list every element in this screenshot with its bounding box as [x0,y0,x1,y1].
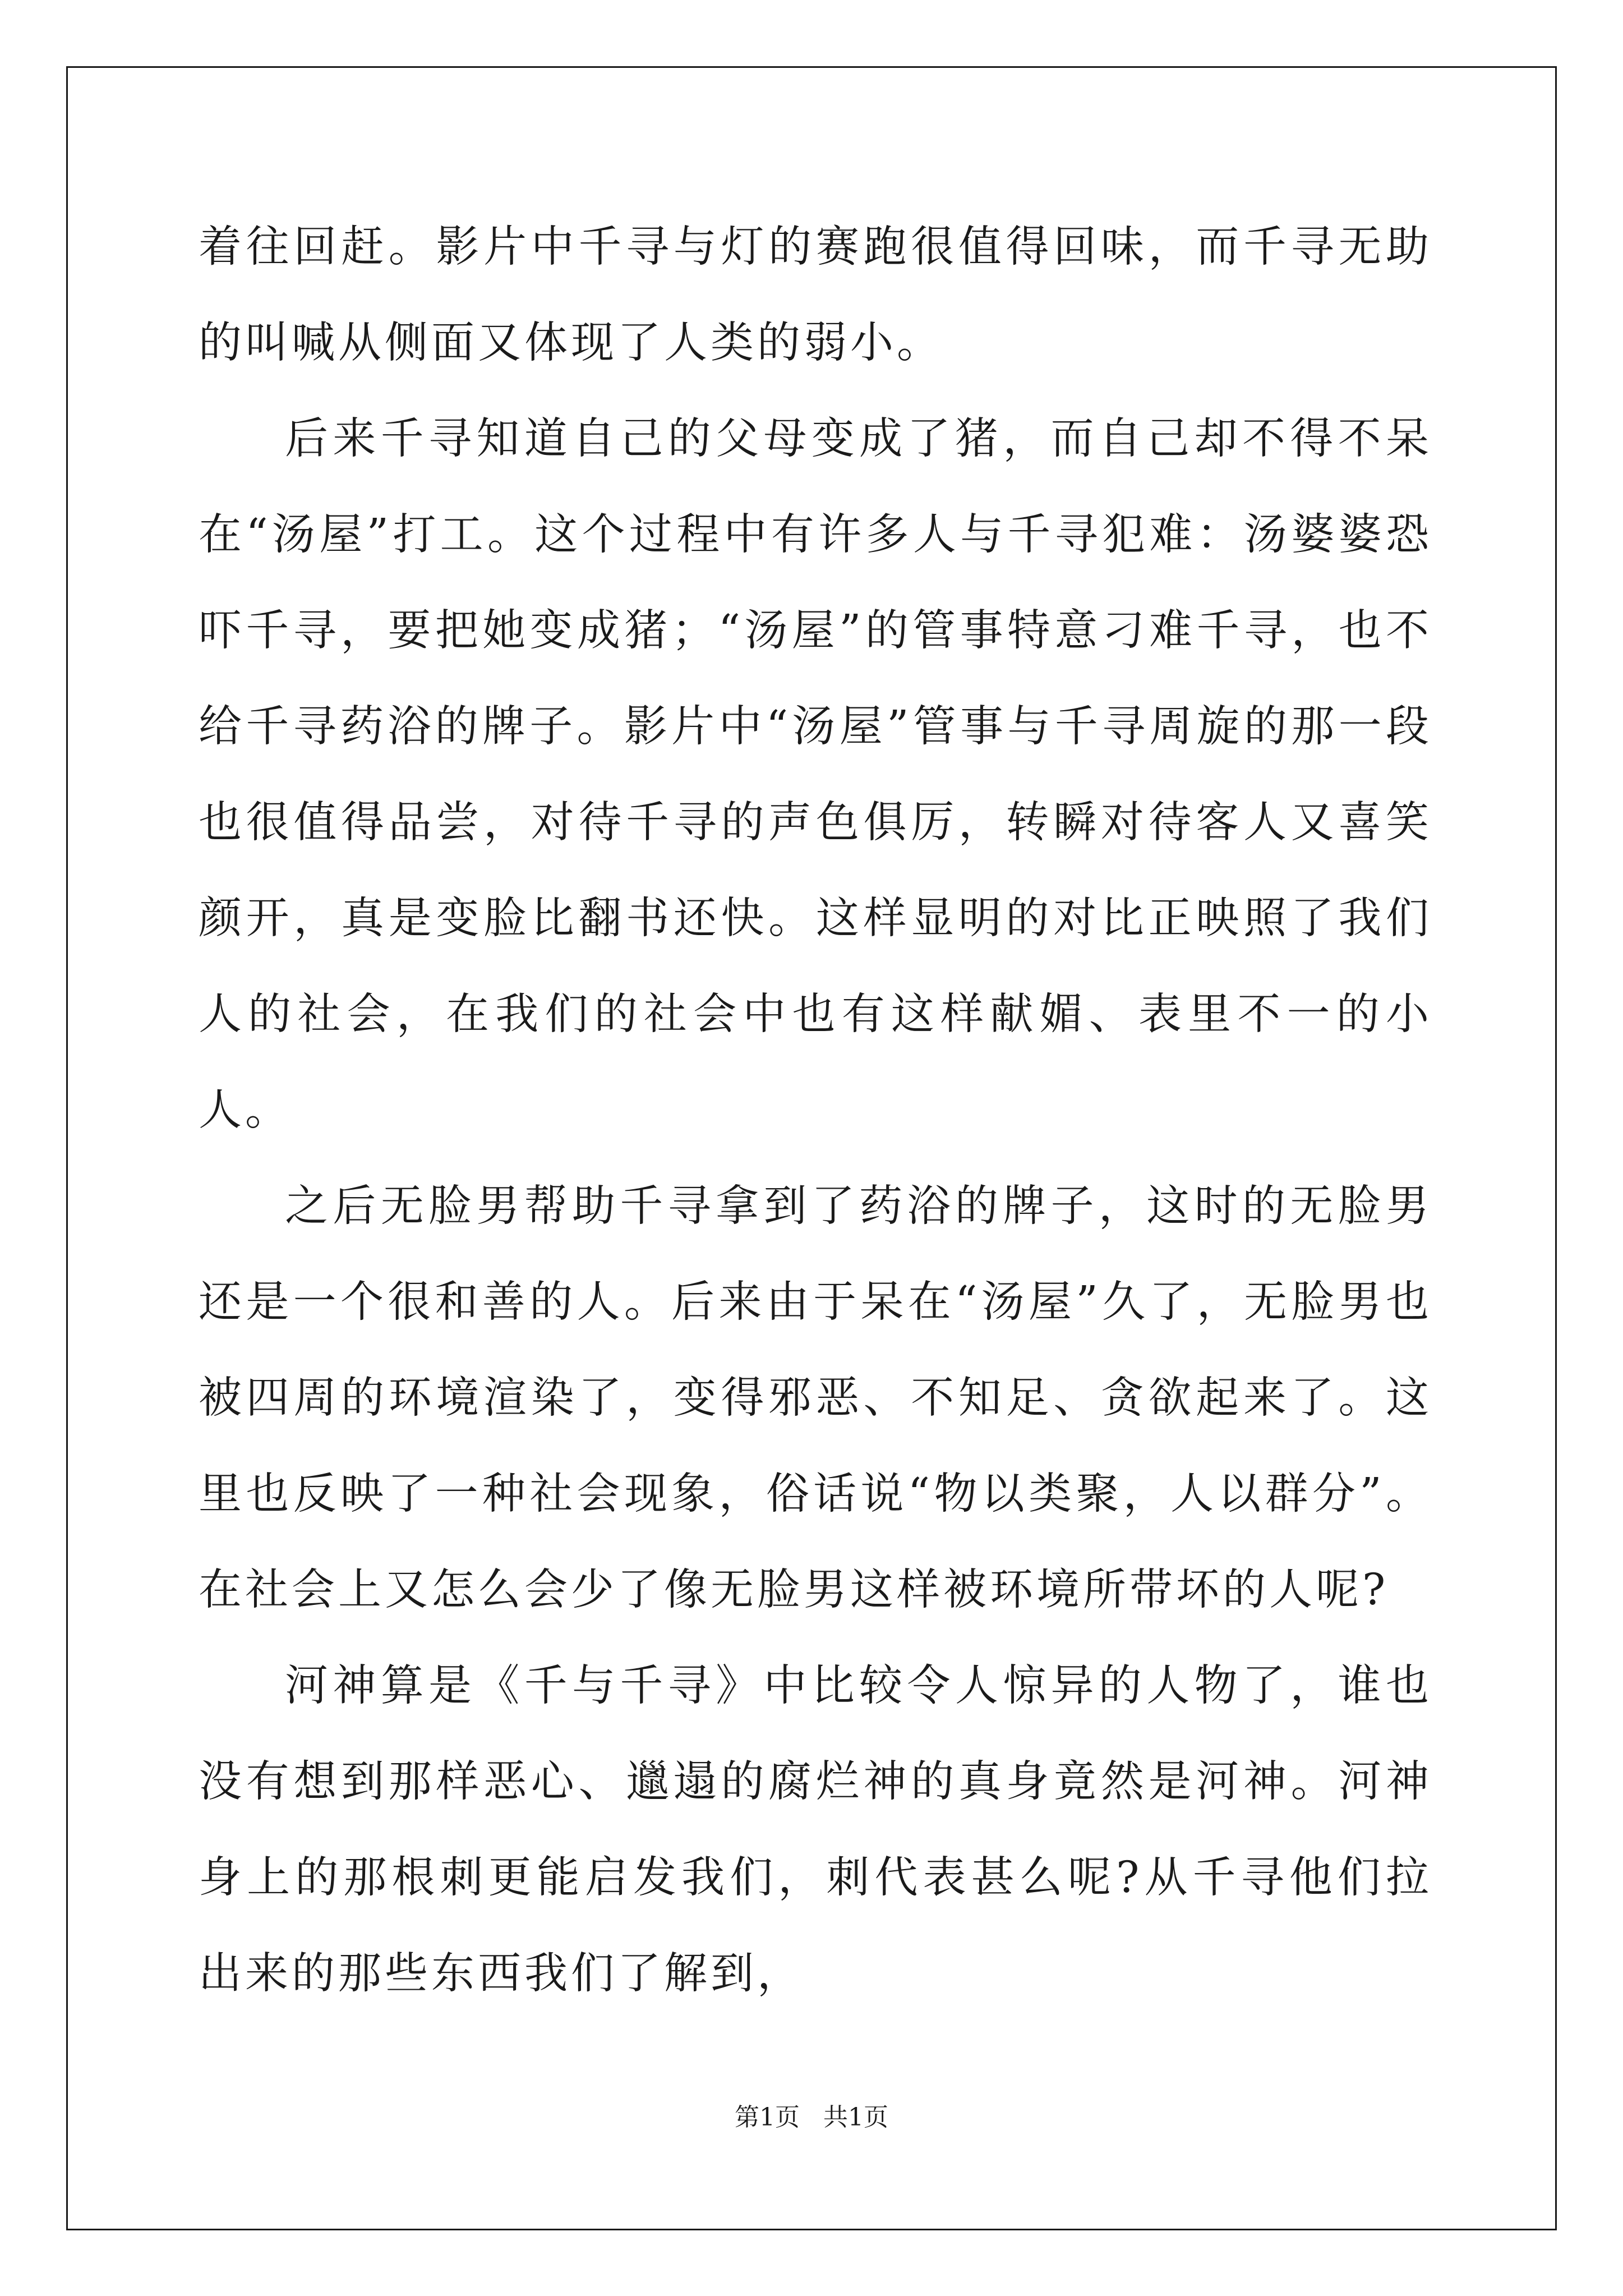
paragraph-1: 着往回赶。影片中千寻与灯的赛跑很值得回味，而千寻无助的叫喊从侧面又体现了人类的弱小。 [199,222,1432,368]
document-body [199,199,1432,2022]
paragraph-3: 之后无脸男帮助千寻拿到了药浴的牌子，这时的无脸男还是一个很和善的人。后来由于呆在“汤屋”久了，无脸男也被四周的环境渲染了，变得邪恶、不知足、贪欲起来了。这里也反映了一种社会现象，俗话说“物以类聚，人以群分”。在社会上又怎么会少了像无脸男这样被环境所带坏的人呢? [199,1181,1432,1615]
paragraph-4: 河神算是《千与千寻》中比较令人惊异的人物了，谁也没有想到那样恶心、邋遢的腐烂神的真身竟然是河神。河神身上的那根刺更能启发我们，刺代表甚么呢?从千寻他们拉出来的那些东西我们了解到， [199,1661,1432,1999]
page-footer: 第1页 共1页 [735,2103,888,2132]
paragraph-2: 后来千寻知道自己的父母变成了猪，而自己却不得不呆在“汤屋”打工。这个过程中有许多人与千寻犯难：汤婆婆恐吓千寻，要把她变成猪；“汤屋”的管事特意刁难千寻，也不给千寻药浴的牌子。影片中“汤屋”管事与千寻周旋的那一段也很值得品尝，对待千寻的声色俱厉，转瞬对待客人又喜笑颜开，真是变脸比翻书还快。这样显明的对比正映照了我们人的社会，在我们的社会中也有这样献媚、表里不一的小人。 [199,414,1432,1135]
